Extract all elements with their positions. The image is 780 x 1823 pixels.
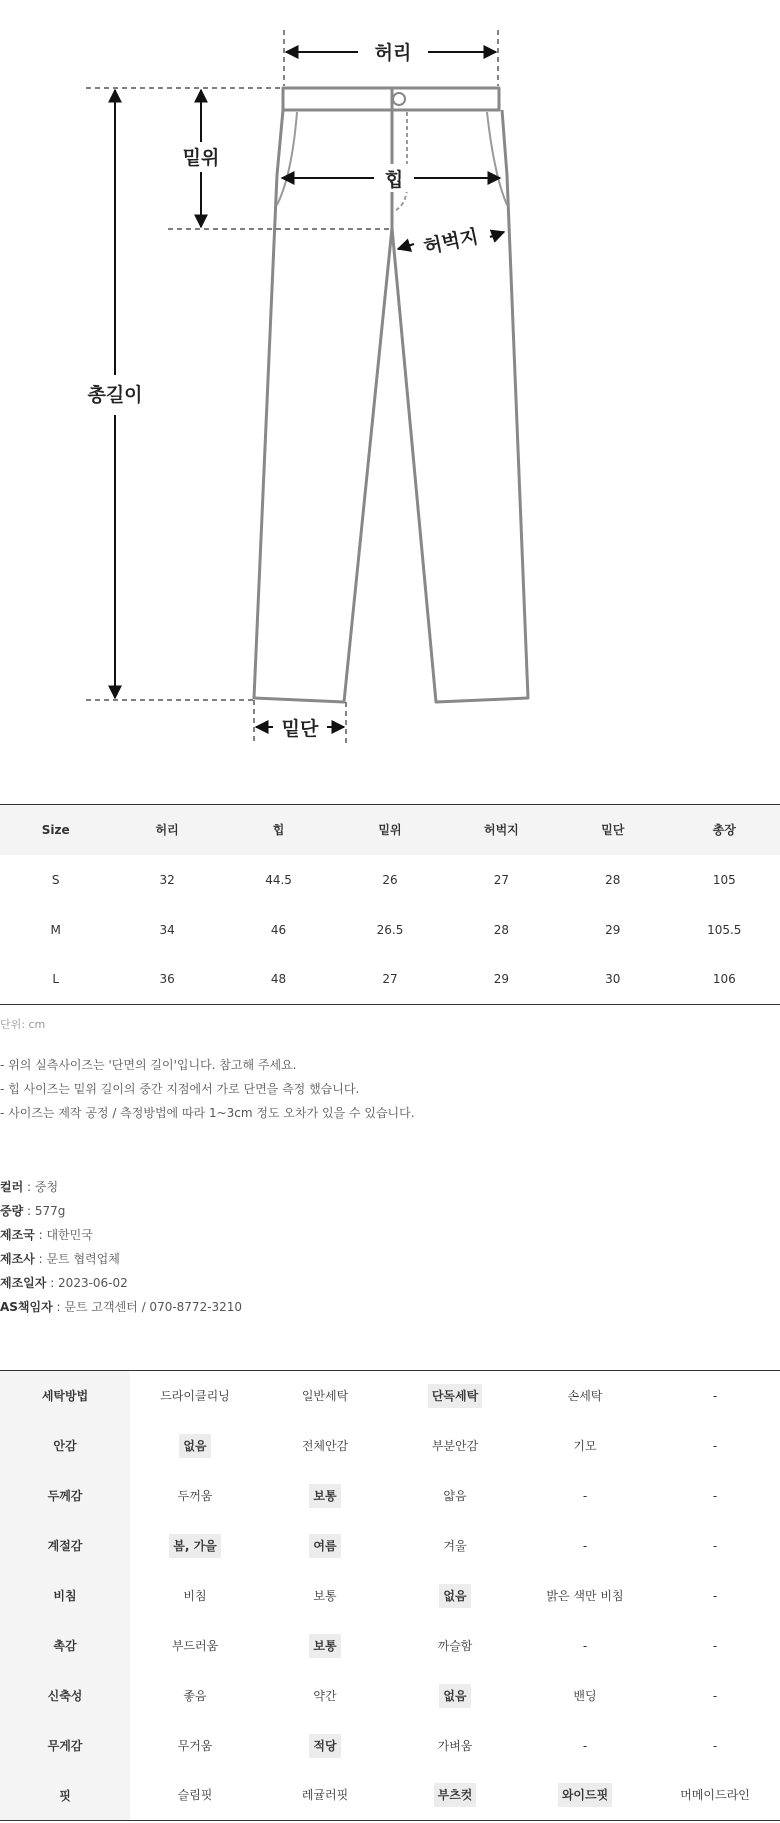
caution-notes — [0, 1053, 415, 1125]
fabric-option-cell — [260, 1771, 390, 1821]
fabric-option: - — [712, 1588, 718, 1603]
fabric-row-label: 계절감 — [0, 1521, 130, 1571]
fabric-option-cell — [390, 1771, 520, 1821]
fabric-option-cell — [390, 1721, 520, 1771]
fabric-option: 가벼움 — [437, 1738, 473, 1753]
fabric-option-cell — [260, 1671, 390, 1721]
table-cell: 46 — [270, 922, 287, 937]
fabric-option: - — [712, 1688, 718, 1703]
hem-label: 밑단 — [281, 718, 319, 740]
table-cell: 105 — [712, 872, 736, 887]
fabric-row — [0, 1721, 780, 1771]
fabric-row-label: 안감 — [0, 1421, 130, 1471]
header-cell: 밑위 — [334, 805, 445, 855]
fabric-option: - — [712, 1488, 718, 1503]
table-cell: 26.5 — [376, 922, 404, 937]
length-label: 총길이 — [87, 384, 143, 406]
product-specs — [0, 1175, 242, 1319]
table-cell: 34 — [159, 922, 175, 937]
fabric-option: 머메이드라인 — [680, 1788, 750, 1803]
fabric-option-cell — [520, 1771, 650, 1821]
fabric-option-cell — [130, 1771, 260, 1821]
header-cell: 허벅지 — [446, 805, 557, 855]
fabric-option-cell — [130, 1371, 260, 1421]
header-cell: 총장 — [669, 805, 780, 855]
header-cell: 밑단 — [557, 805, 668, 855]
fabric-row — [0, 1621, 780, 1671]
fabric-row-label: 핏 — [0, 1771, 130, 1821]
fabric-option-cell — [650, 1621, 780, 1671]
hip-label: 힙 — [384, 169, 404, 191]
spec-as-contact: AS책임자 : 문트 고객센터 / 070-8772-3210 — [0, 1300, 243, 1314]
fabric-info-table — [0, 1370, 780, 1821]
note-line: - 힙 사이즈는 밑위 길이의 중간 지점에서 가로 단면을 측정 했습니다. — [0, 1082, 360, 1096]
fabric-row — [0, 1371, 780, 1421]
fabric-row-label: 세탁방법 — [0, 1371, 130, 1421]
table-cell: 36 — [159, 972, 175, 987]
fabric-option-cell — [260, 1721, 390, 1771]
fabric-option-cell — [260, 1621, 390, 1671]
fabric-option-cell — [520, 1421, 650, 1471]
fabric-option-cell — [390, 1521, 520, 1571]
size-cell: S — [51, 872, 60, 887]
thigh-label: 허벅지 — [421, 225, 481, 259]
fabric-row — [0, 1571, 780, 1621]
fabric-option-selected: 적당 — [309, 1734, 340, 1758]
fabric-option-cell — [130, 1421, 260, 1471]
fabric-option: - — [712, 1438, 718, 1453]
spec-country: 제조국 : 대한민국 — [0, 1228, 93, 1242]
fabric-option-cell — [390, 1471, 520, 1521]
fabric-row-label: 촉감 — [0, 1621, 130, 1671]
fabric-option-cell — [650, 1671, 780, 1721]
fabric-option: 슬림핏 — [177, 1788, 213, 1803]
table-row — [0, 905, 780, 955]
fabric-row — [0, 1421, 780, 1471]
fabric-option: - — [712, 1388, 718, 1403]
waist-button — [393, 93, 405, 105]
fabric-option: 레귤러핏 — [301, 1788, 349, 1803]
size-cell: M — [50, 922, 61, 937]
fabric-option-cell — [520, 1671, 650, 1721]
header-cell: 힙 — [223, 805, 334, 855]
table-row — [0, 955, 780, 1005]
fabric-option: 까슬함 — [437, 1638, 473, 1653]
table-cell: 28 — [493, 922, 510, 937]
waist-label: 허리 — [374, 42, 412, 64]
fabric-option-cell — [650, 1571, 780, 1621]
header-cell: 허리 — [111, 805, 222, 855]
fabric-option: 일반세탁 — [301, 1388, 349, 1403]
fabric-option-cell — [650, 1771, 780, 1821]
fabric-option: 밝은 색만 비침 — [546, 1588, 624, 1603]
fabric-option-cell — [390, 1671, 520, 1721]
fabric-option: 좋음 — [183, 1688, 207, 1703]
fabric-option-cell — [650, 1371, 780, 1421]
fabric-option: - — [582, 1738, 588, 1753]
rise-label: 밑위 — [182, 147, 220, 169]
thigh-arrow-right — [490, 232, 504, 237]
table-cell: 29 — [493, 972, 510, 987]
fabric-option-cell — [650, 1471, 780, 1521]
fabric-option: 부드러움 — [171, 1638, 219, 1653]
fabric-option: 드라이클리닝 — [160, 1388, 230, 1403]
fabric-option-selected: 와이드핏 — [558, 1783, 612, 1807]
fabric-option: 약간 — [313, 1688, 337, 1703]
size-table-header — [0, 805, 780, 855]
table-cell: 30 — [605, 972, 621, 987]
fabric-option-cell — [390, 1421, 520, 1471]
fabric-option-cell — [260, 1521, 390, 1571]
fabric-option: 기모 — [573, 1438, 597, 1453]
table-cell: 29 — [605, 922, 621, 937]
fabric-option-cell — [520, 1521, 650, 1571]
fabric-option-cell — [650, 1521, 780, 1571]
table-row — [0, 855, 780, 905]
fabric-option-selected: 보통 — [309, 1484, 340, 1508]
fabric-option-cell — [260, 1471, 390, 1521]
fabric-option: - — [582, 1538, 588, 1553]
fabric-row — [0, 1771, 780, 1821]
fabric-option: 보통 — [313, 1588, 337, 1603]
table-cell: 44.5 — [265, 872, 292, 887]
fabric-option: 부분안감 — [431, 1438, 479, 1453]
fabric-row — [0, 1671, 780, 1721]
table-cell: 105.5 — [707, 922, 742, 937]
fabric-row-label: 무게감 — [0, 1721, 130, 1771]
fabric-option-selected: 없음 — [439, 1684, 470, 1708]
fabric-option-selected: 단독세탁 — [428, 1384, 482, 1408]
size-cell: L — [52, 972, 60, 987]
note-line: - 위의 실측사이즈는 '단면의 길이'입니다. 참고해 주세요. — [0, 1058, 297, 1072]
spec-weight: 중량 : 577g — [0, 1204, 66, 1218]
table-cell: 32 — [159, 872, 175, 887]
fabric-option: 밴딩 — [573, 1688, 597, 1703]
fabric-option-cell — [650, 1421, 780, 1471]
fabric-option: - — [582, 1488, 588, 1503]
fabric-option: 비침 — [183, 1588, 207, 1603]
table-cell: 27 — [382, 972, 398, 987]
fabric-row-label: 비침 — [0, 1571, 130, 1621]
fabric-option-cell — [390, 1371, 520, 1421]
table-cell: 28 — [605, 872, 621, 887]
fabric-option: 전체안감 — [301, 1438, 349, 1453]
fabric-option-cell — [130, 1521, 260, 1571]
spec-manufacturer: 제조사 : 문트 협력업체 — [0, 1252, 120, 1266]
fabric-option-cell — [130, 1721, 260, 1771]
fabric-option-cell — [260, 1571, 390, 1621]
fabric-option-selected: 없음 — [439, 1584, 470, 1608]
fabric-row — [0, 1471, 780, 1521]
fabric-option-cell — [260, 1421, 390, 1471]
fabric-option-selected: 없음 — [179, 1434, 210, 1458]
fabric-option-cell — [520, 1471, 650, 1521]
fabric-option: - — [712, 1538, 718, 1553]
fabric-row-label: 신축성 — [0, 1671, 130, 1721]
note-line: - 사이즈는 제작 공정 / 측정방법에 따라 1~3cm 정도 오차가 있을 수 있습니다. — [0, 1106, 415, 1120]
fabric-option-cell — [390, 1571, 520, 1621]
fabric-option-selected: 보통 — [309, 1634, 340, 1658]
fabric-option-cell — [520, 1721, 650, 1771]
fabric-option-cell — [520, 1371, 650, 1421]
fabric-option-cell — [650, 1721, 780, 1771]
fabric-option-selected: 봄, 가을 — [169, 1534, 221, 1558]
size-table — [0, 804, 780, 1005]
fabric-option: 겨울 — [443, 1538, 467, 1553]
fabric-option: 두꺼움 — [177, 1488, 213, 1503]
fabric-option: 손세탁 — [567, 1388, 603, 1403]
fabric-option-cell — [520, 1571, 650, 1621]
fabric-option-cell — [520, 1621, 650, 1671]
fabric-option-selected: 부츠컷 — [434, 1783, 477, 1807]
fabric-option: - — [712, 1638, 718, 1653]
fabric-option-selected: 여름 — [309, 1534, 340, 1558]
table-cell: 48 — [270, 972, 287, 987]
header-cell: Size — [0, 805, 111, 855]
fabric-option: - — [582, 1638, 588, 1653]
table-cell: 106 — [712, 972, 736, 987]
fabric-option-cell — [130, 1471, 260, 1521]
spec-date: 제조일자 : 2023-06-02 — [0, 1276, 128, 1290]
table-cell: 26 — [382, 872, 398, 887]
thigh-arrow-left — [398, 244, 414, 249]
fabric-option: 얇음 — [443, 1488, 467, 1503]
fabric-row-label: 두께감 — [0, 1471, 130, 1521]
fabric-option-cell — [130, 1671, 260, 1721]
spec-color: 컬러 : 중청 — [0, 1180, 59, 1194]
fabric-option-cell — [130, 1621, 260, 1671]
pants-measurement-diagram — [0, 0, 780, 790]
fabric-row — [0, 1521, 780, 1571]
unit-label: 단위: cm — [0, 1018, 46, 1031]
fabric-option-cell — [130, 1571, 260, 1621]
fabric-option-cell — [260, 1371, 390, 1421]
fabric-option-cell — [390, 1621, 520, 1671]
fabric-option: 무거움 — [177, 1738, 213, 1753]
table-cell: 27 — [493, 872, 510, 887]
fabric-option: - — [712, 1738, 718, 1753]
